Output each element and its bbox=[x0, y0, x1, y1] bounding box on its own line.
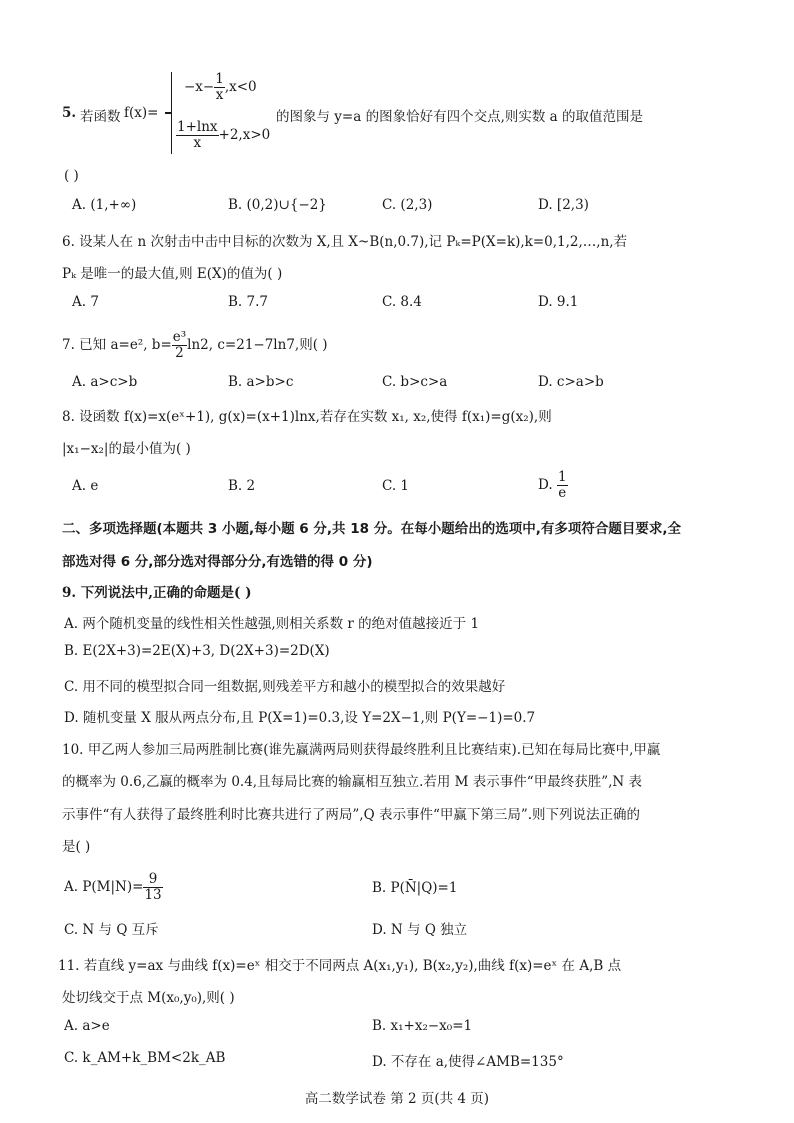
q5-case1-frac-den: x bbox=[215, 86, 224, 103]
q10-option-a-num: 9 bbox=[143, 872, 162, 888]
q6-option-d[interactable]: D. 9.1 bbox=[538, 294, 579, 310]
q7-pre: 7. 已知 a=e², b= bbox=[62, 336, 172, 353]
q8-option-d-den: e bbox=[558, 484, 567, 501]
q5-option-d[interactable]: D. [2,3) bbox=[538, 197, 589, 213]
q10-option-d[interactable]: D. N 与 Q 独立 bbox=[372, 922, 468, 938]
q5-case1-frac bbox=[214, 72, 225, 103]
q5-case1 bbox=[184, 72, 257, 103]
q8-option-d-frac bbox=[557, 470, 568, 501]
q7-frac-num: e³ bbox=[172, 329, 187, 345]
section2-line2: 部选对得 6 分,部分选对得部分分,有选错的得 0 分) bbox=[62, 554, 373, 570]
q5-case2-frac-num: 1+lnx bbox=[177, 119, 218, 135]
q10-option-b[interactable]: B. P(N̄|Q)=1 bbox=[372, 880, 458, 896]
q5-case1-frac-num: 1 bbox=[215, 71, 224, 87]
q10-option-a-frac bbox=[143, 872, 162, 903]
q5-option-a[interactable]: A. (1,+∞) bbox=[72, 197, 137, 213]
q8-option-d[interactable] bbox=[538, 470, 568, 501]
q9-option-a[interactable]: A. 两个随机变量的线性相关性越强,则相关系数 r 的绝对值越接近于 1 bbox=[64, 616, 480, 632]
q5-case1-pre: −x− bbox=[184, 78, 215, 95]
q11-option-d[interactable]: D. 不存在 a,使得∠AMB=135° bbox=[372, 1054, 564, 1070]
q5-option-c[interactable]: C. (2,3) bbox=[382, 197, 433, 213]
q11-option-a[interactable]: A. a>e bbox=[64, 1018, 110, 1034]
q6-line2: Pₖ 是唯一的最大值,则 E(X)的值为( ) bbox=[62, 266, 283, 282]
q10-option-c[interactable]: C. N 与 Q 互斥 bbox=[64, 922, 159, 938]
q5-case2 bbox=[176, 120, 270, 151]
q10-option-a-den: 13 bbox=[144, 886, 162, 903]
q7-frac-den: 2 bbox=[175, 344, 184, 361]
q8-option-d-label: D. bbox=[538, 476, 553, 493]
q8-option-b[interactable]: B. 2 bbox=[228, 478, 256, 494]
q8-option-a[interactable]: A. e bbox=[72, 478, 99, 494]
q8-line1: 8. 设函数 f(x)=x(eˣ+1), g(x)=(x+1)lnx,若存在实数 x₁, x₂,使得 f(x₁)=g(x₂),则 bbox=[62, 409, 552, 425]
q10-option-a[interactable] bbox=[64, 872, 163, 903]
q5-case1-post: ,x<0 bbox=[224, 78, 257, 95]
q5-case2-frac bbox=[176, 120, 219, 151]
q7-option-a[interactable]: A. a>c>b bbox=[72, 374, 138, 390]
q5-pre: 若函数 bbox=[80, 109, 121, 125]
q11-option-b[interactable]: B. x₁+x₂−x₀=1 bbox=[372, 1018, 473, 1034]
q6-option-a[interactable]: A. 7 bbox=[72, 294, 99, 310]
q7-option-c[interactable]: C. b>c>a bbox=[382, 374, 448, 390]
q10-line4: 是( ) bbox=[62, 839, 91, 855]
q7-option-d[interactable]: D. c>a>b bbox=[538, 374, 604, 390]
q10-option-a-pre: A. P(M|N)= bbox=[64, 878, 144, 895]
q9-option-c[interactable]: C. 用不同的模型拟合同一组数据,则残差平方和越小的模型拟合的效果越好 bbox=[64, 679, 506, 695]
q5-post: 的图象与 y=a 的图象恰好有四个交点,则实数 a 的取值范围是 bbox=[276, 109, 643, 125]
q9-option-d[interactable]: D. 随机变量 X 服从两点分布,且 P(X=1)=0.3,设 Y=2X−1,则 P(Y=−1)=0.7 bbox=[64, 710, 536, 726]
q6-option-c[interactable]: C. 8.4 bbox=[382, 294, 422, 310]
q10-line3: 示事件“有人获得了最终胜利时比赛共进行了两局”,Q 表示事件“甲赢下第三局”.则下列说法正确的 bbox=[62, 807, 641, 823]
page-footer: 高二数学试卷 第 2 页(共 4 页) bbox=[304, 1091, 490, 1107]
q6-option-b[interactable]: B. 7.7 bbox=[228, 294, 268, 310]
q5-paren: ( ) bbox=[64, 168, 79, 184]
q11-line1: 11. 若直线 y=ax 与曲线 f(x)=eˣ 相交于不同两点 A(x₁,y₁), B(x₂,y₂),曲线 f(x)=eˣ 在 A,B 点 bbox=[58, 958, 622, 974]
q5-case2-frac-den: x bbox=[193, 134, 202, 151]
q11-option-c[interactable]: C. k_AM+k_BM<2k_AB bbox=[64, 1050, 226, 1066]
q8-option-d-num: 1 bbox=[557, 469, 567, 485]
q6-line1: 6. 设某人在 n 次射击中击中目标的次数为 X,且 X~B(n,0.7),记 Pₖ=P(X=k),k=0,1,2,…,n,若 bbox=[62, 234, 628, 250]
q10-line1: 10. 甲乙两人参加三局两胜制比赛(谁先赢满两局则获得最终胜利且比赛结束).已知在每局比赛中,甲赢 bbox=[62, 742, 661, 758]
q8-option-c[interactable]: C. 1 bbox=[382, 478, 410, 494]
section2-line1: 二、多项选择题(本题共 3 小题,每小题 6 分,共 18 分。在每小题给出的选项中,有多项符合题目要求,全 bbox=[62, 521, 681, 537]
q5-fx: f(x)= bbox=[124, 105, 159, 121]
q5-option-b[interactable]: B. (0,2)∪{−2} bbox=[228, 197, 327, 213]
q5-number: 5. bbox=[62, 105, 77, 121]
q11-line2: 处切线交于点 M(x₀,y₀),则( ) bbox=[62, 990, 235, 1006]
q10-line2: 的概率为 0.6,乙赢的概率为 0.4,且每局比赛的输赢相互独立.若用 M 表示事件“甲最终获胜”,N 表 bbox=[62, 774, 642, 790]
q5-case2-post: +2,x>0 bbox=[218, 126, 271, 143]
q8-line2: |x₁−x₂|的最小值为( ) bbox=[62, 441, 191, 457]
q7-frac bbox=[172, 330, 187, 361]
q7-stem bbox=[62, 330, 328, 361]
q7-option-b[interactable]: B. a>b>c bbox=[228, 374, 294, 390]
q7-post: ln2, c=21−7ln7,则( ) bbox=[187, 336, 328, 353]
q9-stem: 9. 下列说法中,正确的命题是( ) bbox=[62, 585, 252, 601]
q9-option-b[interactable]: B. E(2X+3)=2E(X)+3, D(2X+3)=2D(X) bbox=[64, 643, 330, 659]
